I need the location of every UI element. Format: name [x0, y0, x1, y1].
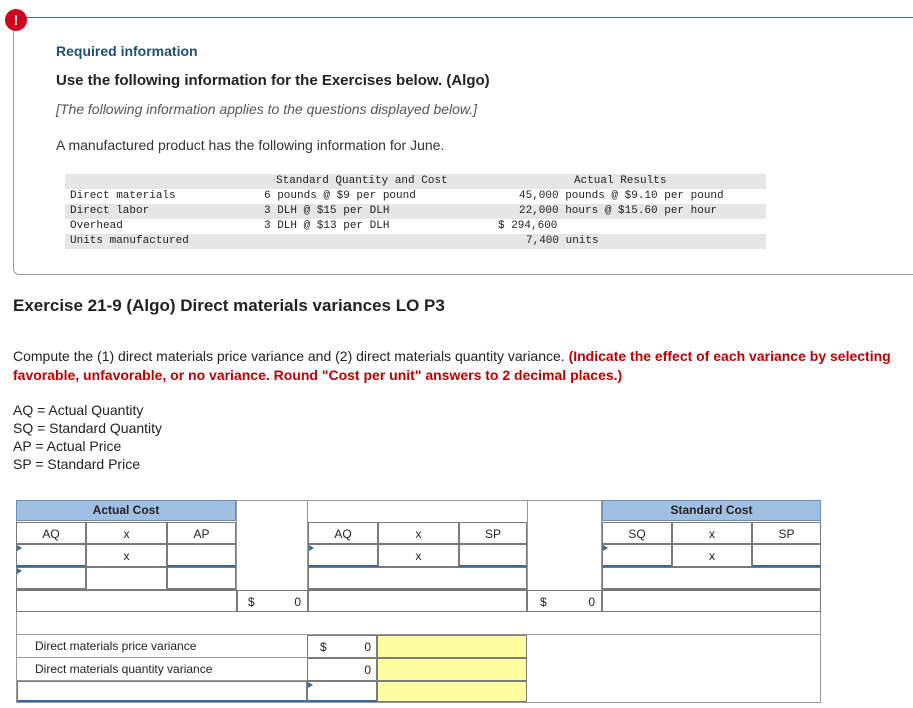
required-info-label: Required information	[56, 43, 198, 59]
total-variance-label-input[interactable]	[17, 681, 307, 702]
alert-icon: !	[5, 9, 27, 31]
sp-label: SP	[752, 522, 821, 544]
price-variance-label: Direct materials price variance	[35, 639, 197, 653]
sq-input[interactable]	[602, 544, 672, 567]
times-sign: x	[86, 522, 167, 544]
input-marker-icon	[603, 545, 608, 551]
sp-input[interactable]	[752, 544, 821, 567]
aq-input[interactable]	[16, 567, 86, 590]
instruction-note: (Indicate the effect of each variance by selecting favorable, unfavorable, or no variance. Round "Cost per unit" answers to 2 decimal places.)	[13, 348, 891, 383]
sp-input[interactable]	[459, 544, 527, 567]
input-marker-icon	[308, 682, 313, 688]
empty-cell	[602, 567, 821, 590]
row-standard: 3 DLH @ $13 per DLH	[264, 220, 390, 232]
empty-cell	[308, 590, 527, 612]
total-standard-cost	[527, 590, 602, 612]
row-standard: 6 pounds @ $9 per pound	[264, 190, 416, 202]
row-actual: 7,400 units	[526, 235, 599, 247]
quantity-variance-amount	[307, 658, 377, 681]
row-label: Direct materials	[70, 190, 176, 202]
row-standard: 3 DLH @ $15 per DLH	[264, 205, 390, 217]
input-marker-icon	[17, 568, 22, 574]
info-heading: Use the following information for the Exercises below. (Algo)	[56, 72, 490, 89]
ap-input[interactable]	[167, 544, 236, 567]
legend-ap: AP = Actual Price	[13, 438, 122, 454]
aq-input[interactable]	[308, 544, 378, 567]
times-sign: x	[672, 544, 752, 567]
total-variance-effect-select[interactable]	[377, 681, 527, 702]
quantity-variance-label: Direct materials quantity variance	[35, 662, 213, 676]
aq-input[interactable]	[16, 544, 86, 567]
empty-cell	[602, 590, 821, 612]
sq-label: SQ	[602, 522, 672, 544]
input-marker-icon	[309, 545, 314, 551]
price-variance-row	[17, 635, 307, 658]
aq-label: AQ	[16, 522, 86, 544]
instructions	[13, 347, 913, 385]
empty-cell	[308, 567, 527, 590]
quantity-variance-value: 0	[364, 663, 371, 677]
standard-cost-header: Standard Cost	[602, 500, 821, 521]
total-variance-amount[interactable]	[307, 681, 377, 702]
price-variance-effect-select[interactable]	[377, 635, 527, 658]
empty-cell	[86, 567, 167, 590]
row-label: Overhead	[70, 220, 123, 232]
applies-note: [The following information applies to the questions displayed below.]	[56, 101, 478, 117]
aq-label: AQ	[308, 522, 378, 544]
ap-input[interactable]	[167, 567, 236, 590]
price-variance-amount	[307, 635, 377, 658]
row-actual: 45,000 pounds @ $9.10 per pound	[519, 190, 724, 202]
times-sign: x	[672, 522, 752, 544]
dollar-sign: $	[540, 595, 547, 609]
row-label: Units manufactured	[70, 235, 189, 247]
price-variance-value: 0	[364, 640, 371, 654]
total-actual-cost	[237, 590, 308, 612]
empty-cell	[16, 590, 237, 612]
dollar-sign: $	[320, 640, 327, 654]
times-sign: x	[378, 544, 459, 567]
quantity-variance-row	[17, 658, 307, 681]
times-sign: x	[378, 522, 459, 544]
sp-label: SP	[459, 522, 527, 544]
row-actual: $ 294,600	[498, 220, 558, 232]
quantity-variance-effect-select[interactable]	[377, 658, 527, 681]
row-actual: 22,000 hours @ $15.60 per hour	[519, 205, 718, 217]
standard-column-header: Standard Quantity and Cost	[276, 175, 448, 187]
intro-text: A manufactured product has the following information for June.	[56, 137, 445, 153]
instruction-text: Compute the (1) direct materials price variance and (2) direct materials quantity variance.	[13, 348, 565, 364]
total-standard-value: 0	[588, 595, 595, 609]
input-marker-icon	[17, 545, 22, 551]
ap-label: AP	[167, 522, 236, 544]
row-label: Direct labor	[70, 205, 150, 217]
actual-cost-header: Actual Cost	[16, 500, 236, 521]
actual-column-header: Actual Results	[574, 175, 667, 187]
dollar-sign: $	[248, 595, 255, 609]
times-sign: x	[86, 544, 167, 567]
legend-aq: AQ = Actual Quantity	[13, 402, 144, 418]
total-actual-value: 0	[294, 595, 301, 609]
legend-sp: SP = Standard Price	[13, 456, 140, 472]
legend-sq: SQ = Standard Quantity	[13, 420, 163, 436]
exercise-title: Exercise 21-9 (Algo) Direct materials variances LO P3	[13, 296, 445, 315]
